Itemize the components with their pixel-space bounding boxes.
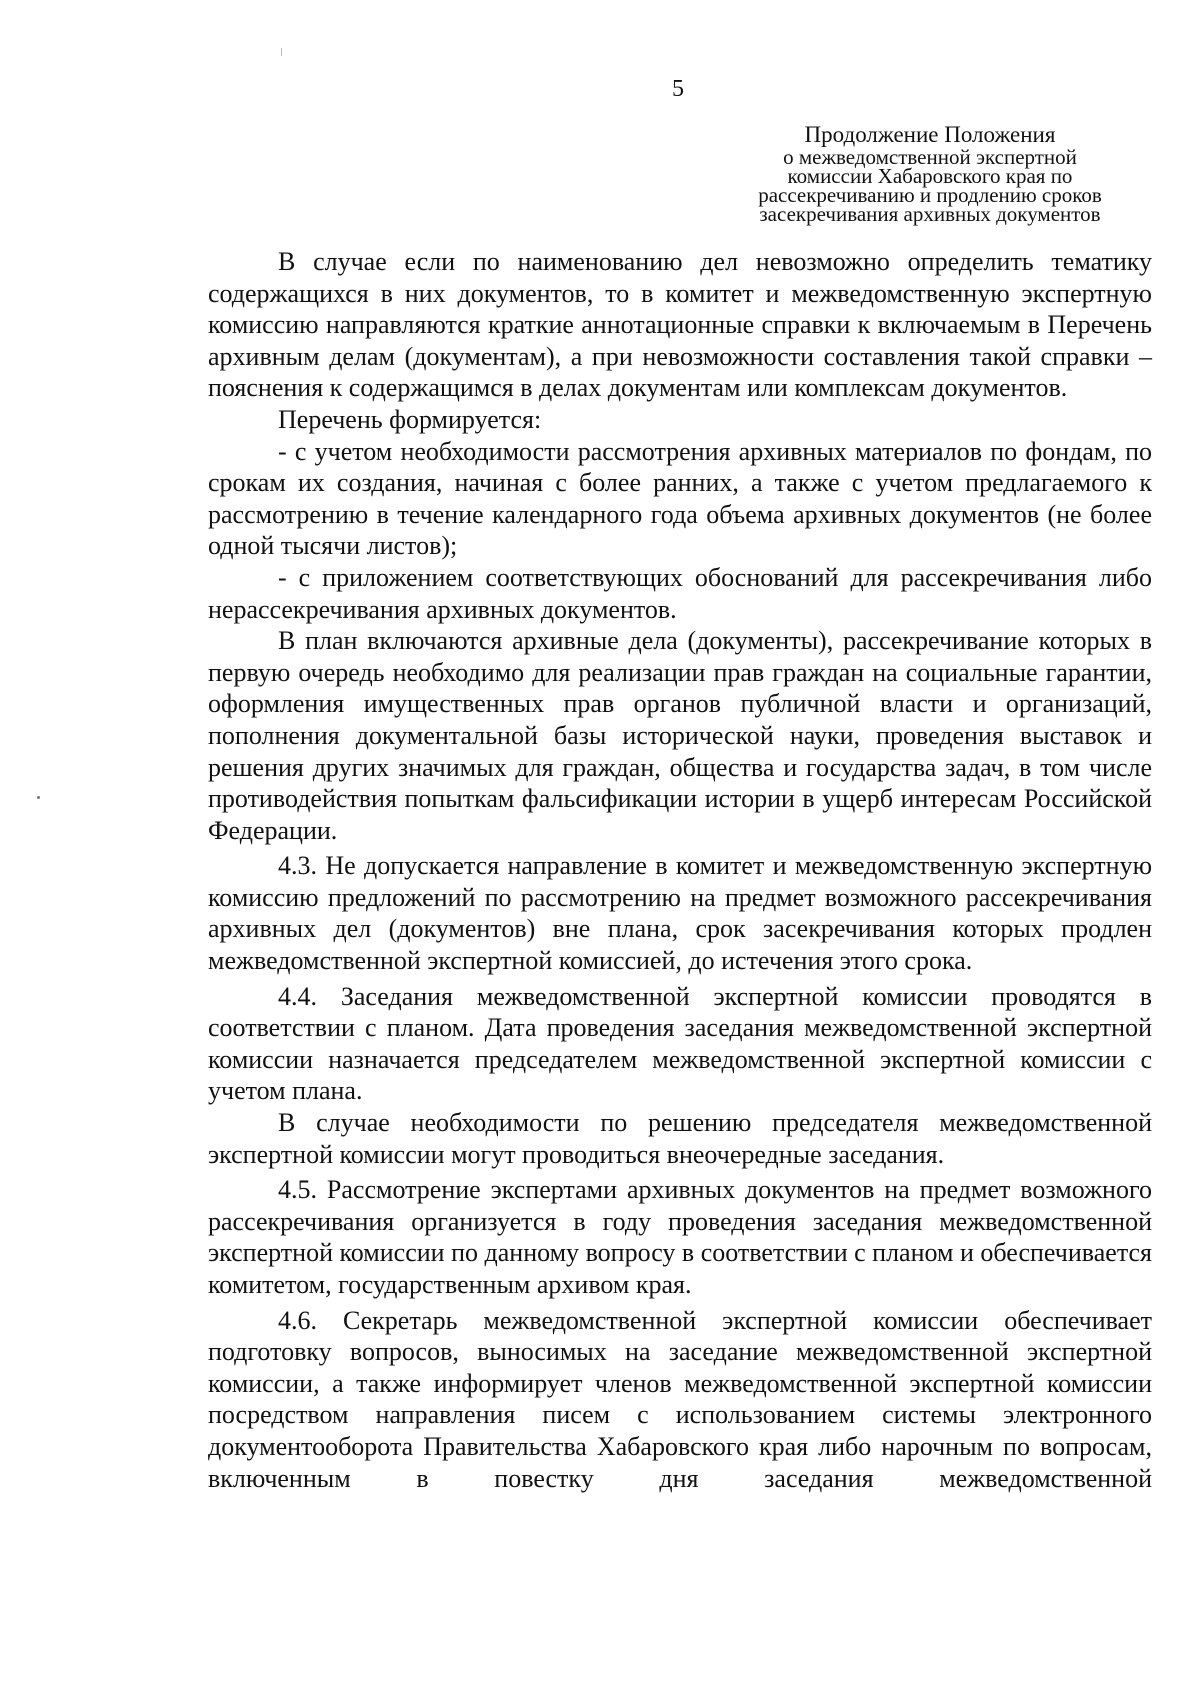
clause-4-5: 4.5. Рассмотрение экспертами архивных документов на предмет возможного рассекречивания организуется в году проведения заседания межведомственной экспертной комиссии по данному вопросу в соответствии с планом и обеспечивается комитетом, государственным архивом края. [208,1175,1152,1299]
paragraph: В план включаются архивные дела (документы), рассекречивание которых в первую очередь необходимо для реализации прав граждан на социальные гарантии, оформления имущественных прав органов публичной власти и организаций, пополнения документальной базы исторической науки, проведения выставок и решения других значимых для граждан, общества и государства задач, в том числе противодействия попыткам фальсификации истории в ущерб интересам Российской Федерации. [208,626,1152,845]
paragraph: Перечень формируется: [278,404,542,434]
header-subtitle [730,145,1130,226]
clause-4-4: 4.4. Заседания межведомственной экспертной комиссии проводятся в соответствии с планом. Дата проведения заседания межведомственной экспертной комиссии назначается председателем межведомственной экспертной комиссии с учетом плана. [208,981,1152,1106]
document-header-note [730,122,1130,224]
page-number: 5 [672,76,684,102]
header-title: Продолжение Положения [804,122,1056,147]
list-item-paragraph: - с приложением соответствующих обоснований для рассекречивания либо нерассекречивания архивных документов. [208,562,1152,624]
clause-4-6: 4.6. Секретарь межведомственной экспертной комиссии обеспечивает подготовку вопросов, выносимых на заседание межведомственной экспертной комиссии, а также информирует членов межведомственной экспертной комиссии посредством направления писем с использованием системы электронного документооборота Правительства Хабаровского края либо нарочным по вопросам, включенным в повестку дня заседания межведомственной [208,1305,1152,1493]
list-item-paragraph: - с учетом необходимости рассмотрения архивных материалов по фондам, по срокам их создания, начиная с более ранних, а также с учетом предлагаемого к рассмотрению в течение календарного года объема архивных документов (не более одной тысячи листов); [208,436,1152,561]
header-line: рассекречиванию и продлению сроков [758,183,1102,207]
scan-artifact [37,796,40,799]
header-line: о межведомственной экспертной [783,145,1077,169]
paragraph: В случае если по наименованию дел невозможно определить тематику содержащихся в них документов, то в комитет и межведомственную экспертную комиссию направляются краткие аннотационные справки к включаемым в Перечень архивным делам (документам), а при невозможности составления такой справки – пояснения к содержащимся в делах документам или комплексам документов. [208,247,1152,403]
document-body [208,246,1152,1494]
header-line: комиссии Хабаровского края по [787,164,1073,188]
scan-artifact [281,48,282,56]
header-line: засекречивания архивных документов [759,202,1101,226]
clause-4-3: 4.3. Не допускается направление в комитет и межведомственную экспертную комиссию предложений по рассмотрению на предмет возможного рассекречивания архивных дел (документов) вне плана, срок засекречивания которых продлен межведомственной экспертной комиссией, до истечения этого срока. [208,851,1152,976]
paragraph: В случае необходимости по решению председателя межведомственной экспертной комиссии могут проводиться внеочередные заседания. [208,1108,1152,1169]
